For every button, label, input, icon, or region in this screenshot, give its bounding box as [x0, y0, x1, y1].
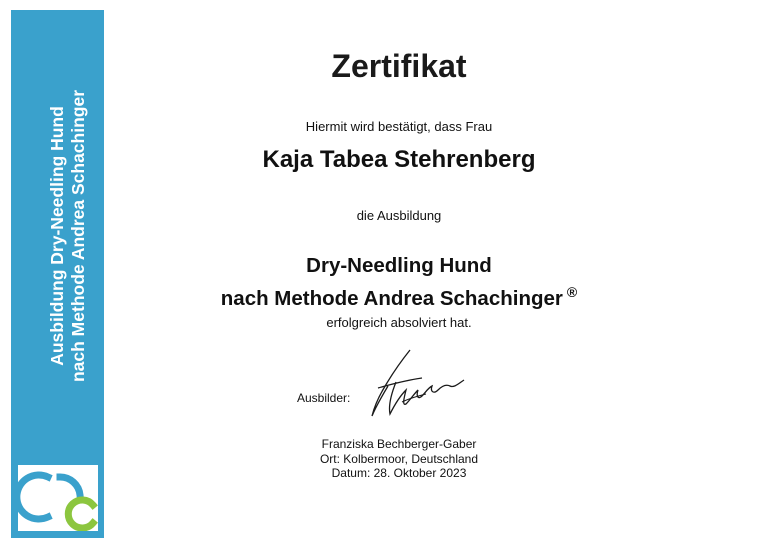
trainer-label: Ausbilder: [297, 391, 351, 405]
recipient-name: Kaja Tabea Stehrenberg [262, 146, 536, 173]
course-title-line-2-text: nach Methode Andrea Schachinger [220, 287, 563, 310]
sidebar-band [11, 10, 104, 538]
sidebar-title [47, 56, 89, 416]
trainer-name: Franziska Bechberger-Gaber [321, 437, 477, 451]
completion-text: erfolgreich absolviert hat. [326, 315, 472, 330]
signature-details [289, 437, 509, 481]
location: Ort: Kolbermoor, Deutschland [319, 451, 479, 466]
course-title-line-1: Dry-Needling Hund [306, 254, 492, 277]
handwritten-signature-icon [352, 344, 472, 424]
course-title [110, 253, 688, 312]
intro-text: Hiermit wird bestätigt, dass Frau [305, 119, 493, 134]
registered-mark: ® [566, 284, 578, 300]
qc-logo-icon [18, 465, 98, 531]
sidebar-line-1: Ausbildung Dry-Needling Hund [47, 106, 67, 366]
logo [18, 465, 98, 531]
date: Datum: 28. Oktober 2023 [331, 466, 467, 480]
certificate-title: Zertifikat [331, 48, 467, 84]
training-intro-text: die Ausbildung [356, 208, 442, 223]
course-title-line-2 [110, 279, 688, 312]
sidebar-line-2: nach Methode Andrea Schachinger [68, 89, 88, 383]
